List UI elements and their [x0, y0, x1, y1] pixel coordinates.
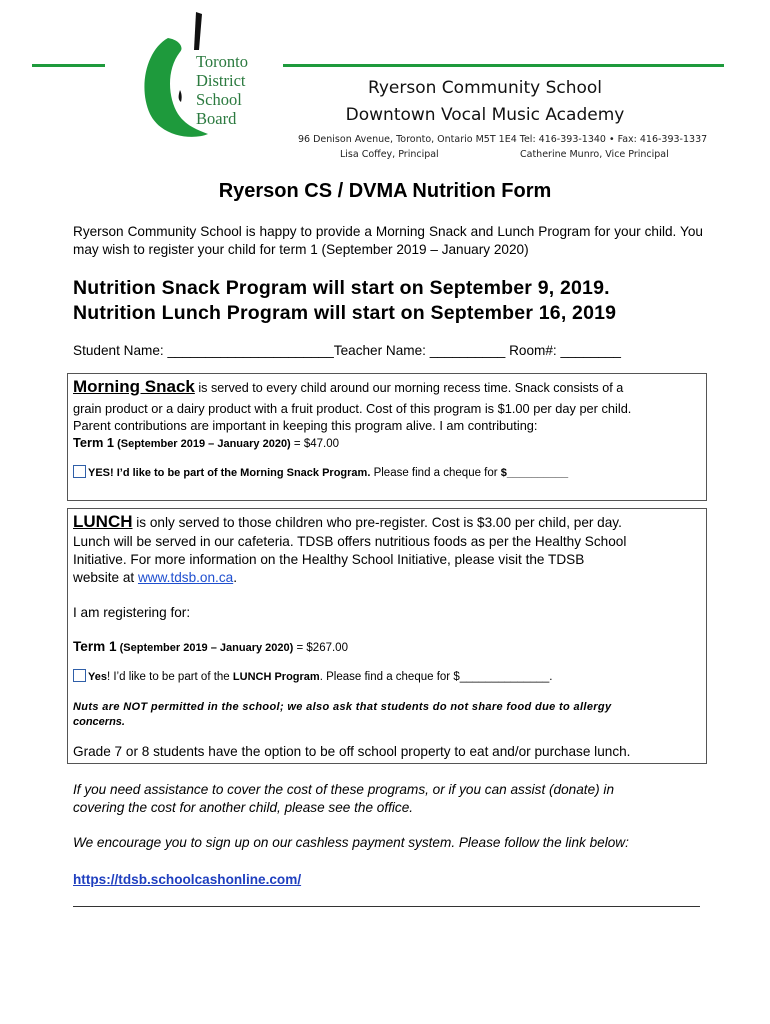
registering-label: I am registering for:: [73, 605, 191, 620]
snack-heading: Morning Snack: [73, 377, 195, 396]
snack-start-date: Nutrition Snack Program will start on September 9, 2019.: [73, 277, 610, 299]
snack-checkbox[interactable]: [73, 465, 86, 478]
nut-policy-line-1: Nuts are NOT permitted in the school; we also ask that students do not share food due to allergy: [73, 701, 612, 713]
lunch-line-3: Initiative. For more information on the Healthy School Initiative, please visit the TDSB: [73, 552, 585, 567]
logo-line: Board: [196, 109, 237, 128]
student-info-line[interactable]: Student Name: ______________________Teacher Name: __________ Room#: ________: [73, 343, 621, 358]
lunch-description: is only served to those children who pre-register. Cost is $3.00 per child, per day.: [132, 515, 622, 530]
snack-term-label: Term 1: [73, 435, 115, 450]
snack-cheque-amount-field[interactable]: $__________: [500, 467, 569, 479]
logo-line: School: [196, 90, 242, 109]
snack-line-1: [73, 377, 623, 397]
nut-policy-line-2: concerns.: [73, 716, 125, 728]
lunch-term: [73, 639, 348, 654]
lunch-line-2: Lunch will be served in our cafeteria. TDSB offers nutritious foods as per the Healthy School: [73, 534, 627, 549]
principal-name: Lisa Coffey, Principal: [340, 149, 439, 160]
logo-line: Toronto: [196, 52, 249, 71]
header-rule-left: [32, 64, 105, 67]
grade-7-8-note: Grade 7 or 8 students have the option to be off school property to eat and/or purchase lunch.: [73, 744, 631, 759]
intro-text: Ryerson Community School is happy to provide a Morning Snack and Lunch Program for your child. You may wish to register your child for term 1 (September 2019 – January 2020): [73, 224, 703, 257]
logo-line: District: [196, 71, 246, 90]
lunch-cheque-field[interactable]: . Please find a cheque for $______________.: [319, 671, 553, 683]
lunch-website-prefix: website at: [73, 570, 138, 585]
logo-apple-leaf: [179, 90, 182, 102]
snack-term: [73, 435, 339, 450]
assistance-line-1: If you need assistance to cover the cost of these programs, or if you can assist (donate) in: [73, 782, 615, 797]
lunch-yes-label: Yes: [88, 671, 107, 683]
lunch-program-label: LUNCH Program: [232, 671, 320, 683]
lunch-term-price: = $267.00: [293, 642, 348, 654]
lunch-line-1: [73, 512, 622, 532]
program-start-notice: [73, 276, 703, 326]
snack-term-dates: (September 2019 – January 2020): [114, 438, 291, 450]
school-name: Ryerson Community School: [367, 78, 603, 98]
logo-apple-stem: [194, 12, 202, 50]
lunch-term-label: Term 1: [73, 639, 117, 654]
snack-description: is served to every child around our morning recess time. Snack consists of a: [194, 381, 624, 395]
tdsb-website-link[interactable]: www.tdsb.on.ca: [137, 570, 234, 585]
form-title: Ryerson CS / DVMA Nutrition Form: [218, 180, 552, 202]
snack-line-2: grain product or a dairy product with a fruit product. Cost of this program is $1.00 per day per child.: [73, 401, 632, 416]
lunch-signup-row: [73, 668, 552, 683]
assistance-line-2: covering the cost for another child, please see the office.: [73, 800, 414, 815]
cashless-note: We encourage you to sign up on our cashless payment system. Please follow the link below:: [73, 835, 629, 850]
bottom-rule: [73, 906, 700, 907]
lunch-website-suffix: .: [233, 570, 237, 585]
academy-name: Downtown Vocal Music Academy: [345, 105, 625, 125]
vice-principal-name: Catherine Munro, Vice Principal: [520, 149, 669, 160]
snack-term-price: = $47.00: [290, 438, 340, 450]
snack-line-3: Parent contributions are important in keeping this program alive. I am contributing:: [73, 418, 538, 433]
snack-cheque-text: Please find a cheque for: [370, 467, 501, 479]
lunch-start-date: Nutrition Lunch Program will start on September 16, 2019: [73, 302, 617, 324]
cashless-link[interactable]: https://tdsb.schoolcashonline.com/: [73, 872, 302, 887]
school-address: 96 Denison Avenue, Toronto, Ontario M5T 1E4 Tel: 416-393-1340 • Fax: 416-393-1337: [298, 134, 708, 145]
snack-yes-label: YES! I’d like to be part of the Morning Snack Program.: [88, 467, 371, 479]
header-rule-right: [283, 64, 724, 67]
lunch-term-dates: (September 2019 – January 2020): [116, 642, 294, 654]
lunch-signup-text: ! I’d like to be part of the: [106, 671, 233, 683]
logo-wordmark: [196, 52, 248, 128]
lunch-line-4: [73, 570, 237, 585]
snack-signup-row: [73, 464, 568, 479]
lunch-heading: LUNCH: [73, 512, 133, 531]
lunch-checkbox[interactable]: [73, 669, 86, 682]
